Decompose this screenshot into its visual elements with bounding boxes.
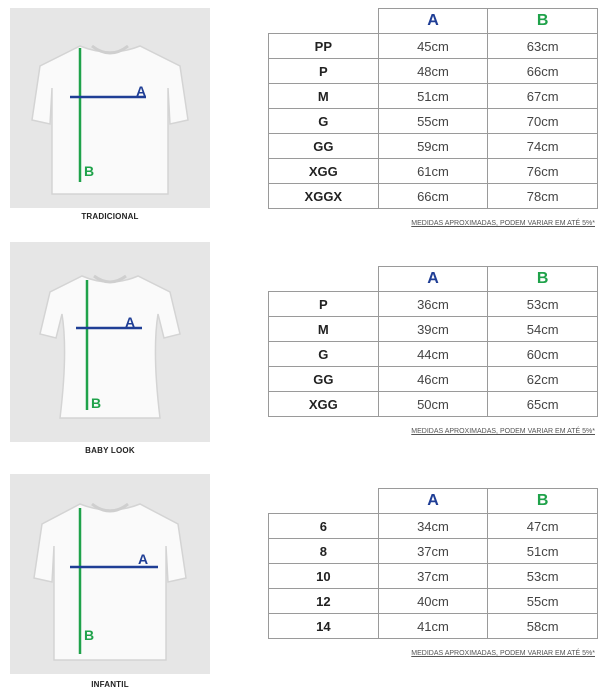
table-row bbox=[269, 589, 598, 614]
value-a-cell: 50cm bbox=[378, 392, 488, 417]
caption-babylook: BABY LOOK bbox=[85, 446, 135, 455]
table-header bbox=[269, 267, 598, 292]
value-b-cell: 55cm bbox=[488, 589, 598, 614]
tshirt-infantil-image bbox=[10, 474, 210, 674]
label-a: A bbox=[125, 314, 136, 330]
size-cell: 10 bbox=[269, 564, 379, 589]
value-b-cell: 65cm bbox=[488, 392, 598, 417]
label-b: B bbox=[84, 627, 95, 643]
value-b-cell: 51cm bbox=[488, 539, 598, 564]
size-cell: GG bbox=[269, 134, 379, 159]
value-a-cell: 55cm bbox=[378, 109, 488, 134]
header-a: A bbox=[378, 267, 488, 292]
tshirt-icon bbox=[10, 8, 210, 208]
header-a: A bbox=[378, 489, 488, 514]
approximate-measures-note: MEDIDAS APROXIMADAS, PODEM VARIAR EM ATÉ 5%* bbox=[411, 220, 595, 227]
header-b: B bbox=[488, 9, 598, 34]
table-row bbox=[269, 109, 598, 134]
size-cell: M bbox=[269, 84, 379, 109]
value-b-cell: 66cm bbox=[488, 59, 598, 84]
caption-infantil: INFANTIL bbox=[91, 680, 129, 689]
value-b-cell: 70cm bbox=[488, 109, 598, 134]
value-a-cell: 37cm bbox=[378, 564, 488, 589]
size-cell: P bbox=[269, 59, 379, 84]
header-a: A bbox=[378, 9, 488, 34]
size-cell: GG bbox=[269, 367, 379, 392]
table-row bbox=[269, 292, 598, 317]
table-row bbox=[269, 514, 598, 539]
value-a-cell: 66cm bbox=[378, 184, 488, 209]
value-a-cell: 36cm bbox=[378, 292, 488, 317]
label-b: B bbox=[91, 395, 102, 411]
value-b-cell: 62cm bbox=[488, 367, 598, 392]
value-b-cell: 76cm bbox=[488, 159, 598, 184]
table-row bbox=[269, 367, 598, 392]
value-a-cell: 34cm bbox=[378, 514, 488, 539]
size-cell: 8 bbox=[269, 539, 379, 564]
tshirt-tradicional-image bbox=[10, 8, 210, 208]
table-row bbox=[269, 84, 598, 109]
header-empty bbox=[269, 9, 379, 34]
header-empty bbox=[269, 489, 379, 514]
header-b: B bbox=[488, 489, 598, 514]
value-a-cell: 41cm bbox=[378, 614, 488, 639]
size-cell: PP bbox=[269, 34, 379, 59]
approximate-measures-note: MEDIDAS APROXIMADAS, PODEM VARIAR EM ATÉ 5%* bbox=[411, 428, 595, 435]
size-cell: 6 bbox=[269, 514, 379, 539]
size-cell: G bbox=[269, 342, 379, 367]
size-table-infantil bbox=[268, 488, 598, 639]
size-cell: 14 bbox=[269, 614, 379, 639]
table-row bbox=[269, 34, 598, 59]
table-row bbox=[269, 317, 598, 342]
value-a-cell: 59cm bbox=[378, 134, 488, 159]
size-table-babylook bbox=[268, 266, 598, 417]
size-cell: M bbox=[269, 317, 379, 342]
size-table-tradicional bbox=[268, 8, 598, 209]
table-header bbox=[269, 489, 598, 514]
value-a-cell: 61cm bbox=[378, 159, 488, 184]
value-b-cell: 60cm bbox=[488, 342, 598, 367]
value-a-cell: 51cm bbox=[378, 84, 488, 109]
size-cell: G bbox=[269, 109, 379, 134]
value-b-cell: 63cm bbox=[488, 34, 598, 59]
value-a-cell: 37cm bbox=[378, 539, 488, 564]
value-b-cell: 47cm bbox=[488, 514, 598, 539]
table-row bbox=[269, 134, 598, 159]
value-b-cell: 74cm bbox=[488, 134, 598, 159]
value-b-cell: 54cm bbox=[488, 317, 598, 342]
header-b: B bbox=[488, 267, 598, 292]
table-row bbox=[269, 159, 598, 184]
table-row bbox=[269, 184, 598, 209]
table-row bbox=[269, 59, 598, 84]
value-a-cell: 46cm bbox=[378, 367, 488, 392]
table-row bbox=[269, 539, 598, 564]
size-cell: XGG bbox=[269, 392, 379, 417]
size-cell: XGGX bbox=[269, 184, 379, 209]
approximate-measures-note: MEDIDAS APROXIMADAS, PODEM VARIAR EM ATÉ 5%* bbox=[411, 650, 595, 657]
table-header bbox=[269, 9, 598, 34]
caption-tradicional: TRADICIONAL bbox=[81, 212, 139, 221]
table-row bbox=[269, 342, 598, 367]
value-a-cell: 39cm bbox=[378, 317, 488, 342]
table-row bbox=[269, 392, 598, 417]
label-b: B bbox=[84, 163, 95, 179]
value-a-cell: 48cm bbox=[378, 59, 488, 84]
size-cell: 12 bbox=[269, 589, 379, 614]
value-b-cell: 78cm bbox=[488, 184, 598, 209]
size-cell: XGG bbox=[269, 159, 379, 184]
label-a: A bbox=[138, 551, 149, 567]
table-row bbox=[269, 564, 598, 589]
value-a-cell: 44cm bbox=[378, 342, 488, 367]
value-a-cell: 40cm bbox=[378, 589, 488, 614]
header-empty bbox=[269, 267, 379, 292]
value-b-cell: 53cm bbox=[488, 564, 598, 589]
value-b-cell: 67cm bbox=[488, 84, 598, 109]
label-a: A bbox=[136, 83, 147, 99]
tshirt-icon bbox=[10, 474, 210, 674]
value-a-cell: 45cm bbox=[378, 34, 488, 59]
tshirt-babylook-image bbox=[10, 242, 210, 442]
value-b-cell: 58cm bbox=[488, 614, 598, 639]
size-cell: P bbox=[269, 292, 379, 317]
value-b-cell: 53cm bbox=[488, 292, 598, 317]
table-row bbox=[269, 614, 598, 639]
tshirt-icon bbox=[10, 242, 210, 442]
